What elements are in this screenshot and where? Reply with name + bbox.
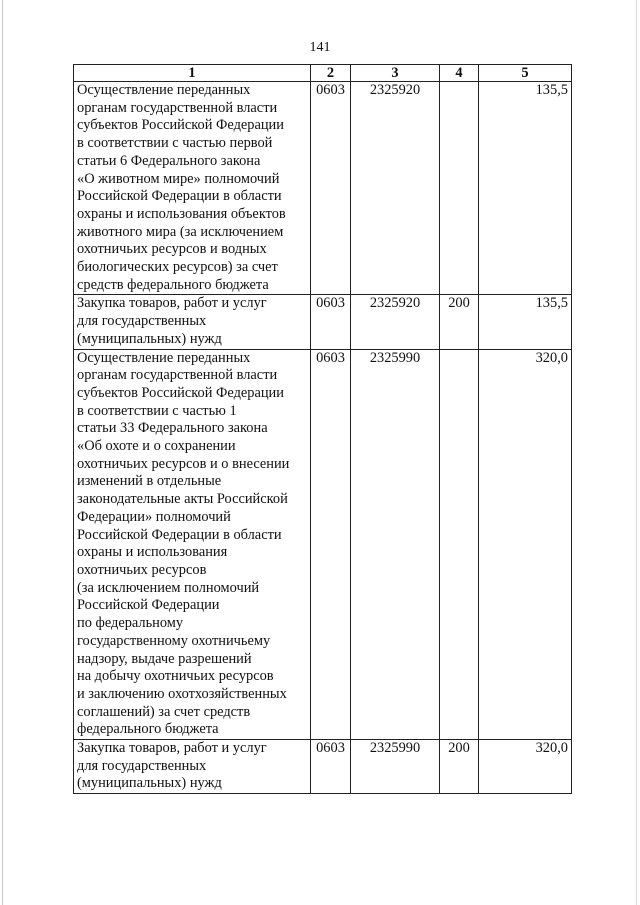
- column-header-section: 2: [311, 65, 351, 82]
- scan-edge-left: [2, 0, 3, 905]
- scan-edge-right: [636, 0, 637, 905]
- table-row: [74, 349, 572, 739]
- row-target-cell: 2325990: [351, 349, 440, 739]
- row-amount-cell: 135,5: [479, 295, 572, 349]
- row-section-cell: 0603: [311, 349, 351, 739]
- row-amount-cell: 320,0: [479, 349, 572, 739]
- row-expense-type-cell: [440, 82, 479, 295]
- table-header-row: [74, 65, 572, 82]
- column-header-target: 3: [351, 65, 440, 82]
- row-expense-type-cell: [440, 349, 479, 739]
- table-row: [74, 82, 572, 295]
- row-amount-cell: 135,5: [479, 82, 572, 295]
- row-section-cell: 0603: [311, 740, 351, 794]
- row-name-cell: Осуществление переданных органам государственной власти субъектов Российской Федерации в соответствии с частью первой статьи 6 Федерального закона «О животном мире» полномочий Российской Федерации в области охраны и использования объектов животного мира (за исключением охотничьих ресурсов и водных биологических ресурсов) за счет средств федерального бюджета: [74, 82, 311, 295]
- row-amount-cell: 320,0: [479, 740, 572, 794]
- budget-table: [73, 64, 572, 794]
- row-name-cell: Осуществление переданных органам государственной власти субъектов Российской Федерации в соответствии с частью 1 статьи 33 Федерального закона «Об охоте и о сохранении охотничьих ресурсов и о внесении изменений в отдельные законодательные акты Российской Федерации» полномочий Российской Федерации в области охраны и использования охотничьих ресурсов (за исключением полномочий Российской Федерации по федеральному государственному охотничьему надзору, выдаче разрешений на добычу охотничьих ресурсов и заключению охотхозяйственных соглашений) за счет средств федерального бюджета: [74, 349, 311, 739]
- row-section-cell: 0603: [311, 295, 351, 349]
- page-number: 141: [309, 40, 331, 55]
- column-header-name: 1: [74, 65, 311, 82]
- column-header-amount: 5: [479, 65, 572, 82]
- row-target-cell: 2325920: [351, 295, 440, 349]
- row-name-cell: Закупка товаров, работ и услуг для государственных (муниципальных) нужд: [74, 740, 311, 794]
- row-expense-type-cell: 200: [440, 740, 479, 794]
- table-row: [74, 295, 572, 349]
- row-target-cell: 2325990: [351, 740, 440, 794]
- row-expense-type-cell: 200: [440, 295, 479, 349]
- column-header-expense-type: 4: [440, 65, 479, 82]
- table-row: [74, 740, 572, 794]
- row-section-cell: 0603: [311, 82, 351, 295]
- row-name-cell: Закупка товаров, работ и услуг для государственных (муниципальных) нужд: [74, 295, 311, 349]
- row-target-cell: 2325920: [351, 82, 440, 295]
